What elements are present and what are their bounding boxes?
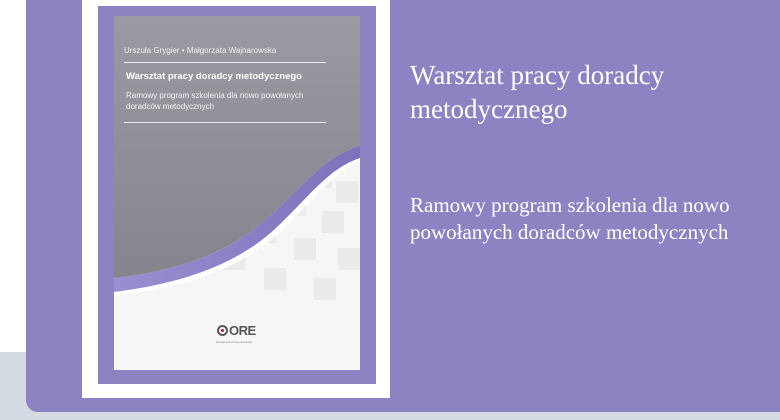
ore-logo-tagline: Ośrodek Rozwoju Edukacji: [216, 340, 252, 344]
banner-headline: Warsztat pracy doradcy metodycznego: [410, 60, 665, 124]
cover-subtitle: Ramowy program szkolenia dla nowo powołanych doradców metodycznych: [126, 91, 304, 111]
banner-subheadline: Ramowy program szkolenia dla nowo powołanych doradców metodycznych: [410, 193, 730, 244]
ore-logo: [214, 323, 260, 347]
cover-rule-top: [124, 62, 326, 63]
ore-logo-mark-icon: [217, 325, 228, 336]
cover-authors: Urszula Grygier • Małgorzata Wajnarowska: [124, 46, 277, 55]
cover-title: Warsztat pracy doradcy metodycznego: [126, 71, 302, 82]
ore-logo-text: ORE: [229, 323, 256, 338]
cover-rule-bottom: [124, 122, 326, 123]
cover-artwork: [114, 16, 360, 370]
book-cover[interactable]: [114, 16, 360, 370]
